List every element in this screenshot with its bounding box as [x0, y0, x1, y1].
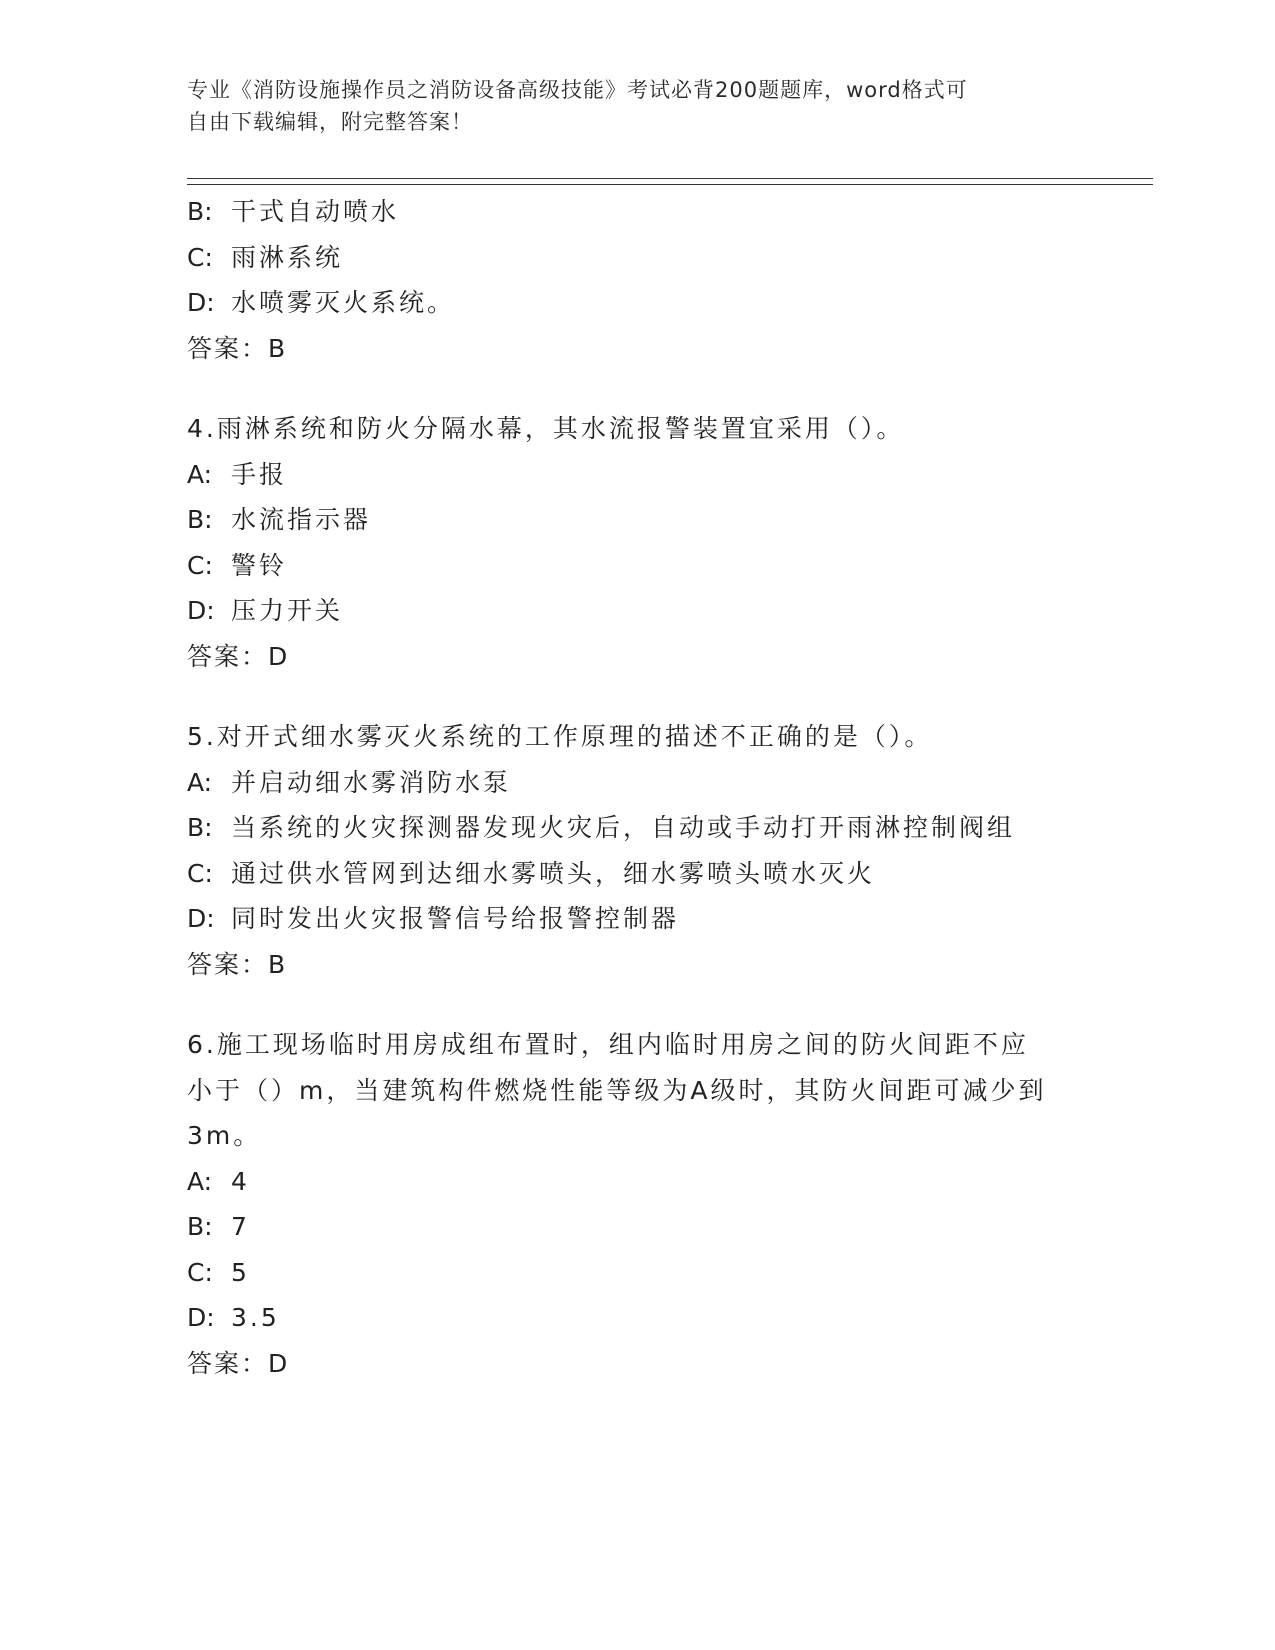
option-prefix: D:	[187, 288, 215, 317]
option-text: 水流指示器	[231, 505, 372, 534]
option-prefix: C:	[187, 242, 213, 272]
option-text: 雨淋系统	[231, 242, 344, 272]
option-text: 7	[231, 1212, 250, 1241]
option-text: 并启动细水雾消防水泵	[231, 767, 512, 797]
option-c	[187, 235, 1087, 281]
header-divider	[187, 178, 1153, 185]
option-prefix: A:	[187, 459, 213, 489]
question-block-4	[187, 406, 1087, 679]
option-text: 5	[231, 1257, 250, 1287]
option-text: 压力开关	[231, 596, 344, 625]
question-block-6	[187, 1022, 1087, 1386]
option-prefix: A:	[187, 767, 213, 797]
option-a	[187, 452, 1087, 498]
option-b	[187, 497, 1087, 543]
header-title-line-2: 自由下载编辑，附完整答案！	[187, 110, 473, 134]
option-prefix: D:	[187, 596, 215, 625]
option-a	[187, 760, 1087, 806]
option-d	[187, 1295, 1087, 1341]
answer-line: 答案：B	[187, 949, 288, 979]
option-b	[187, 805, 1087, 851]
option-text: 干式自动喷水	[231, 197, 400, 226]
option-text: 同时发出火灾报警信号给报警控制器	[231, 904, 680, 933]
option-a	[187, 1159, 1087, 1205]
option-c	[187, 1250, 1087, 1296]
question-stem-line-1: 6.施工现场临时用房成组布置时，组内临时用房之间的防火间距不应	[187, 1030, 1029, 1059]
question-stem-line-2: 小于（）m，当建筑构件燃烧性能等级为A级时，其防火间距可减少到	[187, 1075, 1047, 1105]
option-d	[187, 588, 1087, 634]
option-prefix: B:	[187, 813, 213, 842]
question-list	[187, 189, 1087, 1386]
option-prefix: C:	[187, 858, 213, 888]
option-prefix: B:	[187, 1212, 213, 1241]
option-d	[187, 280, 1087, 326]
option-prefix: C:	[187, 1257, 213, 1287]
option-text: 4	[231, 1166, 250, 1196]
option-b	[187, 1204, 1087, 1250]
option-text: 当系统的火灾探测器发现火灾后，自动或手动打开雨淋控制阀组	[231, 813, 1016, 842]
question-stem: 5.对开式细水雾灭火系统的工作原理的描述不正确的是（）。	[187, 722, 933, 751]
option-text: 手报	[231, 459, 288, 489]
option-text: 3.5	[231, 1303, 280, 1332]
option-prefix: B:	[187, 197, 213, 226]
option-c	[187, 851, 1087, 897]
option-prefix: D:	[187, 904, 215, 933]
question-stem-line-3: 3m。	[187, 1121, 262, 1150]
answer-line: 答案：D	[187, 1348, 290, 1378]
question-block-3	[187, 189, 1087, 371]
option-prefix: A:	[187, 1166, 213, 1196]
question-stem: 4.雨淋系统和防火分隔水幕，其水流报警装置宜采用（）。	[187, 414, 905, 443]
option-text: 水喷雾灭火系统。	[231, 288, 456, 317]
answer-line: 答案：B	[187, 333, 288, 363]
option-text: 通过供水管网到达细水雾喷头，细水雾喷头喷水灭火	[231, 858, 876, 888]
option-prefix: B:	[187, 505, 213, 534]
document-header	[187, 74, 1087, 138]
option-prefix: C:	[187, 550, 213, 580]
option-c	[187, 543, 1087, 589]
header-title-line-1: 专业《消防设施操作员之消防设备高级技能》考试必背200题题库，word格式可	[187, 78, 968, 102]
question-block-5	[187, 714, 1087, 987]
option-text: 警铃	[231, 550, 288, 580]
answer-line: 答案：D	[187, 641, 290, 671]
option-prefix: D:	[187, 1303, 215, 1332]
option-d	[187, 896, 1087, 942]
option-b	[187, 189, 1087, 235]
